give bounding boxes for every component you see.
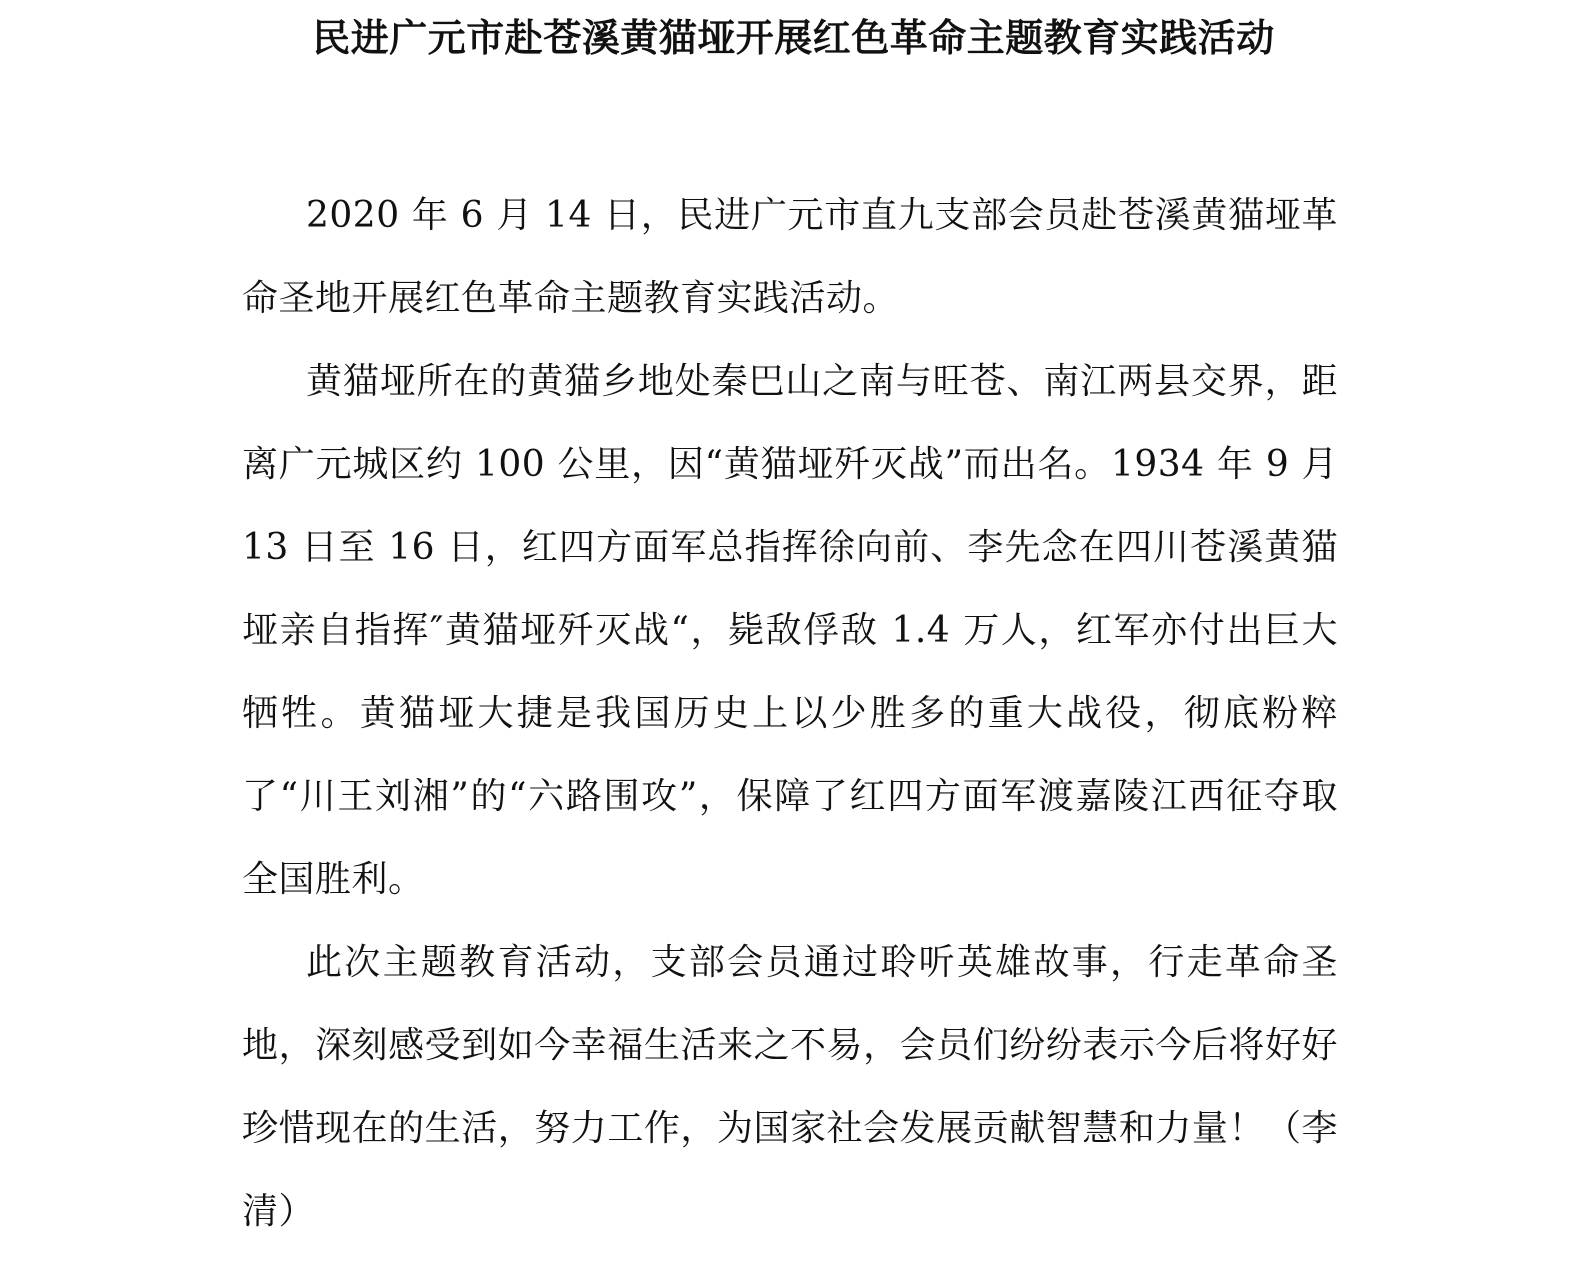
document-body (242, 174, 1338, 1253)
paragraph-3: 此次主题教育活动，支部会员通过聆听英雄故事，行走革命圣地，深刻感受到如今幸福生活来之不易，会员们纷纷表示今后将好好珍惜现在的生活，努力工作，为国家社会发展贡献智慧和力量！（李 清） (242, 942, 1338, 1232)
document-title: 民进广元市赴苍溪黄猫垭开展红色革命主题教育实践活动 (312, 15, 1275, 60)
paragraph-2: 黄猫垭所在的黄猫乡地处秦巴山之南与旺苍、南江两县交界，距离广元城区约 100 公里，因“黄猫垭歼灭战”而出名。1934 年 9 月 13 日至 16 日，红四方面军总指挥徐向前、李先念在四川苍溪黄猫垭亲自指挥″黄猫垭歼灭战“，毙敌俘敌 1.4 万人，红军亦付出巨大牺牲。黄猫垭大捷是我国历史上以少胜多的重大战役，彻底粉粹了“川王刘湘”的“六路围攻”，保障了红四方面军渡嘉陵江西征夺取全国胜利。 (242, 361, 1338, 900)
paragraph-1: 2020 年 6 月 14 日，民进广元市直九支部会员赴苍溪黄猫垭革命圣地开展红色革命主题教育实践活动。 (242, 195, 1338, 319)
